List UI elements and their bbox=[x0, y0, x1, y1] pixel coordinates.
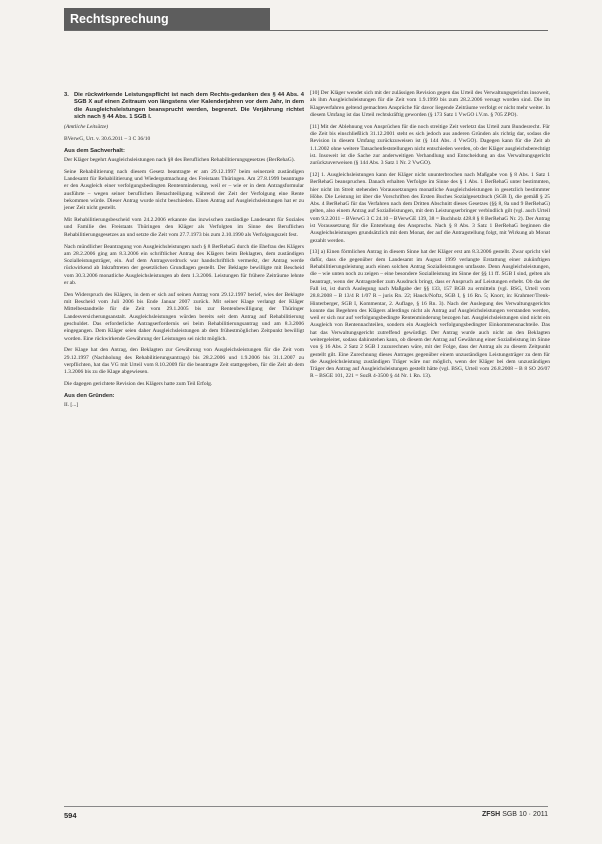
journal-reference bbox=[482, 811, 548, 818]
facts-heading: Aus dem Sachverhalt: bbox=[64, 147, 125, 154]
reasons-heading: Aus den Gründen: bbox=[64, 392, 115, 399]
section-header bbox=[64, 8, 270, 30]
lead-number: 3. bbox=[64, 92, 69, 98]
page-footer bbox=[64, 806, 548, 822]
right-column bbox=[310, 90, 550, 385]
reasons-paragraph: [11] Mit der Ablehnung von Ansprüchen für die noch streitige Zeit verletzt das Urteil zum Bundesrecht. Für die Zeit bis einschließlich 31.12.2001 steht es sich jedoch aus anderen Gründen als richtig dar, sodass die Revision in diesem Umfang zurückzuweisen ist (§ 144 Abs. 4 VwGO). Dagegen kann für die Zeit ab 1.1.2002 ohne weitere Tatsachenfeststellungen nicht entschieden werden, ob der Kläger ausgleichsberechtigt ist. Insoweit ist die Sache zur anderweitigen Verhandlung und Entscheidung an das Verwaltungsgericht zurückzuverweisen (§ 144 Abs. 3 Satz 1 Nr. 2 VwGO). bbox=[310, 123, 550, 167]
page-number: 594 bbox=[64, 811, 77, 820]
journal-code: SGB bbox=[502, 811, 517, 818]
reasons-paragraph: [12] 1. Ausgleichsleistungen kann der Kläger nicht ununterbrochen nach Maßgabe von § 8 Abs. 1 Satz 1 BerRehaG beanspruchen. Danach erhalten Verfolgte im Sinne des § 1 Abs. 1 BerRehaG unter bestimmten, hier nicht im Streit stehenden Voraussetzungen monatliche Ausgleichsleistungen in gesetzlich bestimmter Höhe. Die Leistung ist über die Vorschriften des Ersten Buches Sozialgesetzbuch (SGB I), die gemäß § 25 Abs. 4 BerRehaG für das Verfahren nach dem Dritten Abschnitt dieses Gesetzes (§§ 8, 8a und 9 BerRehaG) gelten, also einem Antrag auf Sozialleistungen, mit dem Leistungserbringer verbindlich gilt (vgl. auch Urteil vom 9.2.2011 – BVerwG 3 C 24.10 – BVerwGE 139, 38 = Buchholz 428.8 § 8 BerRehaG Nr. 2). Der Antrag ist Voraussetzung für die Entstehung des Anspruchs. Nach § 8 Abs. 3 Satz 1 BerRehaG beginnen die Ausgleichsleistungen grundsätzlich mit dem Monat, der auf die Antragstellung folgt, mit Wirkung ab Monat gezahlt werden. bbox=[310, 171, 550, 244]
reasons-paragraph: [10] Der Kläger wendet sich mit der zulässigen Revision gegen das Urteil des Verwaltungsgerichts insoweit, als ihm Ausgleichsleistungen für die Zeit vom 1.9.1999 bis zum 28.2.2006 versagt worden sind. Die im Klageverfahren geltend gemachten Ansprüche für davor liegende Zeiträume verfolgt er nicht mehr weiter. In diesem Umfang ist das Urteil rechtskräftig geworden (§ 173 Satz 1 VwGO i.V.m. § 705 ZPO). bbox=[310, 90, 550, 118]
section-title: Rechtsprechung bbox=[70, 12, 169, 26]
facts-paragraph: Seine Rehabilitierung nach diesem Gesetz beantragte er am 29.12.1997 beim seinerzeit zuständigen Landesamt für Rehabilitierung und Wiedergutmachung des Freistaats Thüringen. Am 27.8.1999 beantragte er den Ausgleich einer verfolgungsbedingten Rentenminderung, weil er – wie er in dem Antragsformular ausführte – wegen seiner beruflichen Benachteiligung während der Zeit der Verfolgung eine Rente bekommen würde. Dieser Antrag wurde nicht beschieden. Einen Antrag auf Ausgleichsleistungen hat er zu jener Zeit nicht gestellt. bbox=[64, 168, 304, 212]
facts-paragraph: Mit Rehabilitierungsbescheid vom 24.2.2006 erkannte das inzwischen zuständige Landesamt für Soziales und Familie des Freistaats Thüringen den Kläger als Verfolgten im Sinne des Beruflichen Rehabilitierungsgesetzes an und setzte die Zeit vom 27.7.1973 bis zum 2.10.1990 als Verfolgungszeit fest. bbox=[64, 217, 304, 238]
facts-paragraph: Der Klage hat den Antrag, den Beklagten zur Gewährung von Ausgleichsleistungen für die Zeit vom 29.12.1997 (Nachholung des Rehabilitierungsantrags) bis 28.2.2006 und 1.9.2006 bis 31.1.2007 zu verpflichten, hat das VG mit Urteil vom 8.10.2009 für die beantragte Zeit stattgegeben, für die Zeit ab dem 1.3.2006 bis zu die Klage abgewiesen. bbox=[64, 347, 304, 376]
lead-block bbox=[64, 92, 304, 121]
reasons-paragraph: [13] a) Einen förmlichen Antrag in diesem Sinne hat der Kläger erst am 8.3.2006 gestellt. Zwar spricht viel dafür, dass die gegenüber dem Landesamt im August 1999 verlangte Erstattung einer zukünftigen Rehabilitierungsleistung auch einen solchen Antrag Sozialleistungen umfasste. Denn Ausgleichsleistungen, die – wie unten noch zu zeigen – eine besondere Sozialleistung im Sinne der §§ 11 ff. SGB I sind, gelten als beantragt, wenn der Antragsteller zum Ausdruck bringt, dass er Anspruch auf Leistungen erhebt. Ob das der Fall ist, ist durch Auslegung nach Maßgabe der §§ 133, 157 BGB zu ermitteln (vgl. BSG, Urteil vom 28.8.2008 – B 13/4 R 1/07 R – juris Rn. 22; Hauck/Noftz, SGB I, § 16 Rn. 5; Knorr, in: Krahmer/Trenk-Hinterberger, SGB I, Kommentar, 2. Auflage, § 16 Rn. 3). Nach der Auslegung des Verwaltungsgerichts konnte das Begehren des Klägers allerdings nicht als Antrag auf Ausgleichsleistungen verstanden werden, weil er sich nur auf verfolgungsbedingte Rentenminderung bezogen hat. Ausgleichsleistungen sind nicht ein Ausgleich von Rentennachteilen, sondern ein Ausgleich verfolgungsbedingter Einkommensnachteile. Das hat das Verwaltungsgericht zutreffend gewürdigt. Der Antrag wurde auch nicht an den Beklagten weitergeleitet, sodass dahinstehen kann, ob diesem der Antrag auf Gewährung einer Sozialleistung im Sinne von § 16 Abs. 2 Satz 2 SGB I zuzurechnen wäre, mit der Folge, dass der Antrag als zu diesem Zeitpunkt gestellt gilt. Eine Zurechnung dieses Antrages gegenüber einem unzuständigen Leistungsträger zu dem für die Ausgleichsleistung zuständigen Träger wäre nur möglich, wenn der Kläger bei dem unzuständigen Träger den Antrag auf Ausgleichsleistungen gestellt hätte (vgl. BSG, Urteil vom 26.8.2008 – B 8 SO 26/07 R – BSGE 101, 221 = SozR 4-3500 § 44 Nr. 1 Rn. 13). bbox=[310, 249, 550, 380]
headnote-label: (Amtliche Leitsätze) bbox=[64, 124, 109, 131]
facts-paragraph: Den Widerspruch des Klägers, in dem er sich auf seinen Antrag vom 29.12.1997 berief, wies der Beklagte mit Bescheid vom Juli 2006 bis Ende Januar 2007 zurück. Mit seiner Klage verlangt der Kläger Mittelbestandteile für die Zeit vom 29.1.2005 bis zur Rentenbewilligung der Thüringer Landesversicherungsanstalt. Ausgleichsleistungen würden bereits seit dem Antrag auf Rehabilitierung geschuldet. Das erforderliche Antragserfordernis sei beim Rehabilitierungsantrag und am 8.3.2006 eingegangen. Dem Kläger seien daher Ausgleichsleistungen ab dem frühestmöglichen Zeitpunkt bewilligt worden. Eine rückwirkende Gewährung der Leistungen sei nicht möglich. bbox=[64, 291, 304, 342]
facts-paragraph: Die dagegen gerichtete Revision des Klägers hatte zum Teil Erfolg. bbox=[64, 381, 213, 388]
reasons-intro: II. [...] bbox=[64, 402, 79, 409]
left-column bbox=[64, 90, 304, 414]
facts-paragraph: Der Kläger begehrt Ausgleichsleistungen nach §8 des Beruflichen Rehabilitierungsgesetzes (BerRehaG). bbox=[64, 157, 295, 164]
decision-citation: BVerwG, Urt. v. 30.6.2011 – 3 C 36/10 bbox=[64, 135, 151, 142]
facts-paragraph: Nach mündlicher Beantragung von Ausgleichsleistungen nach § 8 BerRehaG durch die Ehefrau des Klägers am 28.2.2006 ging am 8.3.2006 ein schriftlicher Antrag des Klägers beim Beklagten, dem zuständigen Sozialleistungsträger, ein. Auf dem Antragsvordruck war handschriftlich vermerkt, der Antrag werde rückwirkend ab Inkrafttreten der gesetzlichen Grundlagen gestellt. Der Beklagte bewilligte mit Bescheid vom 30.3.2006 monatliche Ausgleichsleistungen ab dem 1.3.2006. Leistungen für frühere Zeiträume lehnte er ab. bbox=[64, 243, 304, 287]
lead-text: Die rückwirkende Leistungspflicht ist nach dem Rechts-gedanken des § 44 Abs. 4 SGB X auf einen Zeitraum von längstens vier Kalenderjahren vor dem Jahr, in dem die Ausgleichsleistungen beansprucht werden, begrenzt. Die Verjährung richtet sich nach § 44 Abs. 1 SGB I. bbox=[74, 92, 304, 120]
header-rule bbox=[64, 30, 548, 31]
journal-name: ZFSH bbox=[481, 811, 501, 818]
footer-rule bbox=[64, 806, 548, 807]
journal-issue: 10 · 2011 bbox=[518, 811, 548, 818]
